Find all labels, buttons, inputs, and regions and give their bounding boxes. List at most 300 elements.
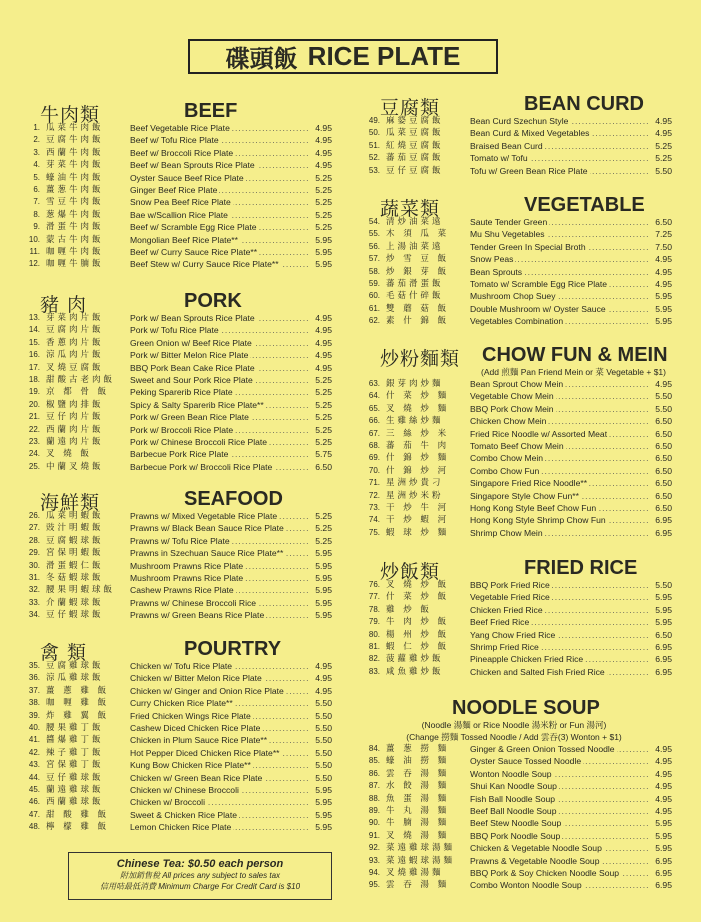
item-name-english <box>470 216 648 228</box>
item-number: 23. <box>28 436 40 446</box>
item-name-chinese: 西蘭牛肉飯 <box>46 147 104 158</box>
menu-item <box>22 258 332 270</box>
menu-item <box>22 759 332 771</box>
item-number: 20. <box>28 399 40 409</box>
item-name-english <box>130 399 308 411</box>
item-number: 1. <box>33 123 40 132</box>
item-name-english <box>470 743 648 755</box>
item-name-text: Braised Bean Curd <box>470 140 543 151</box>
menu-item <box>362 830 672 842</box>
item-name-chinese: 西蘭肉片飯 <box>46 424 104 435</box>
item-name-text: Bean Curd Szechun Style <box>470 116 569 126</box>
item-name-text: Shui Kan Noodle Soup <box>470 781 557 792</box>
item-number: 3. <box>33 147 40 157</box>
item-price: 5.95 <box>315 585 332 596</box>
item-number: 60. <box>368 291 380 301</box>
item-name-english <box>470 241 648 253</box>
section-title-english: NOODLE SOUP <box>452 697 600 719</box>
item-name-english <box>470 315 648 327</box>
item-name-english <box>130 461 308 473</box>
item-name-english <box>470 428 648 440</box>
menu-item <box>22 147 332 159</box>
menu-item <box>362 527 672 539</box>
item-number: 12. <box>28 259 40 269</box>
item-name-text: BBQ Pork Bean Cake Rice Plate <box>130 362 255 373</box>
item-price: 6.95 <box>655 527 672 538</box>
item-name-chinese: 菜遠蝦球湯麵 <box>386 855 456 866</box>
item-name-text: Shrimp Fried Rice <box>470 641 539 652</box>
item-name-text: Prawns w/ Black Bean Sauce Rice Plate <box>130 523 284 534</box>
item-number: 90. <box>368 818 380 828</box>
menu-item <box>362 378 672 390</box>
item-number: 14. <box>28 325 40 335</box>
item-name-english <box>470 290 648 302</box>
item-name-chinese: 咖喱牛肉飯 <box>46 246 104 257</box>
item-name-english <box>470 278 648 290</box>
item-name-chinese: 甜酸古老肉飯 <box>46 374 116 385</box>
menu-item <box>22 436 332 448</box>
item-name-english <box>130 609 308 621</box>
item-name-text: Singapore Style Chow Fun** <box>470 490 579 501</box>
item-name-english <box>130 386 308 398</box>
item-name-english <box>470 127 648 139</box>
menu-item <box>22 809 332 821</box>
item-number: 61. <box>368 303 380 313</box>
item-price: 5.25 <box>315 424 332 435</box>
item-name-text: Oyster Sauce Tossed Noodle <box>470 756 582 767</box>
section-poultry <box>22 638 332 833</box>
item-name-text: Chicken w/ Broccoli <box>130 797 205 808</box>
item-number: 85. <box>368 756 380 766</box>
item-name-chinese: 蝦 球 炒 麵 <box>386 527 450 538</box>
item-number: 89. <box>368 805 380 815</box>
item-name-english <box>130 159 308 171</box>
section-title-english: VEGETABLE <box>524 194 645 216</box>
item-name-text: Combo Chow Mein <box>470 453 544 464</box>
item-number: 66. <box>368 416 380 426</box>
item-name-english <box>470 591 648 603</box>
menu-item <box>22 572 332 584</box>
item-name-chinese: 菠蘿雞炒飯 <box>386 654 444 665</box>
item-name-text: Beef Ball Noodle Soup <box>470 805 557 816</box>
section-header <box>22 638 332 664</box>
item-name-chinese: 介蘭蝦球飯 <box>46 597 104 608</box>
item-number: 44. <box>28 772 40 782</box>
menu-item <box>22 796 332 808</box>
menu-item <box>22 697 332 709</box>
item-name-text: Ginger Beef Rice Plate <box>130 184 218 195</box>
item-price: 4.95 <box>315 325 332 336</box>
item-name-text: Curry Chicken Rice Plate** <box>130 698 233 709</box>
menu-item <box>22 722 332 734</box>
menu-item <box>22 672 332 684</box>
item-name-chinese: 素 什 錦 飯 <box>386 316 450 327</box>
item-name-english <box>130 246 308 258</box>
item-name-text: Double Mushroom w/ Oyster Sauce <box>470 303 606 314</box>
item-name-english <box>470 755 648 767</box>
menu-item <box>22 374 332 386</box>
item-price: 5.95 <box>315 822 332 833</box>
item-name-english <box>470 440 648 452</box>
item-price: 5.95 <box>315 597 332 608</box>
item-name-english <box>470 666 648 678</box>
item-number: 22. <box>28 424 40 434</box>
item-name-chinese: 宮保雞丁飯 <box>46 760 104 771</box>
item-price: 5.95 <box>315 809 332 820</box>
item-name-chinese: 辣子雞丁飯 <box>46 747 104 758</box>
item-number: 68. <box>368 440 380 450</box>
item-name-chinese: 雲 吞 湯 麵 <box>386 880 450 891</box>
item-name-text: Sweet & Chicken Rice Plate <box>130 809 237 820</box>
section-note: (Add 煎麵 Pan Friend Mein or 菜 Vegetable + $1) <box>481 367 666 377</box>
item-number: 39. <box>28 710 40 720</box>
section-title-chinese: 禽 類 <box>40 642 88 664</box>
item-name-chinese: 叉 燒 湯 麵 <box>386 830 450 841</box>
item-name-text: Chicken w/ Ginger and Onion Rice Plate <box>130 685 284 696</box>
item-name-text: Fried Rice Noodle w/ Assorted Meat <box>470 428 608 439</box>
item-name-text: Hot Pepper Diced Chicken Rice Plate** <box>130 747 280 758</box>
item-price: 6.95 <box>655 654 672 665</box>
item-name-chinese: 豆仔豆腐飯 <box>386 165 444 176</box>
item-number: 43. <box>28 760 40 770</box>
item-price: 5.25 <box>315 197 332 208</box>
item-name-english <box>130 337 308 349</box>
menu-item <box>362 743 672 755</box>
item-price: 4.95 <box>315 147 332 158</box>
item-price: 5.25 <box>315 511 332 521</box>
item-name-chinese: 叉 燒 飯 <box>46 449 92 460</box>
menu-item <box>22 386 332 398</box>
item-name-text: Beef w/ Tofu Rice Plate <box>130 135 219 146</box>
item-name-text: Barbecue Pork w/ Broccoli Rice Plate <box>130 461 273 472</box>
section-title-chinese: 炒飯類 <box>380 561 441 583</box>
item-price: 5.50 <box>315 698 332 709</box>
section-header <box>362 194 672 220</box>
item-price: 6.95 <box>655 880 672 891</box>
item-price: 5.95 <box>655 316 672 327</box>
item-price: 4.95 <box>315 337 332 348</box>
item-name-text: Pork w/ Green Bean Rice Plate <box>130 412 249 423</box>
menu-item <box>22 597 332 609</box>
item-name-english <box>470 629 648 641</box>
item-price: 4.95 <box>315 362 332 373</box>
item-name-english <box>130 448 308 460</box>
item-name-english <box>130 234 308 246</box>
item-name-text: Combo Wonton Noodle Soup <box>470 880 582 891</box>
item-name-chinese: 什 錦 炒 河 <box>386 465 450 476</box>
item-number: 25. <box>28 461 40 471</box>
item-number: 26. <box>28 511 40 520</box>
menu-item <box>362 415 672 427</box>
item-price: 6.50 <box>315 461 332 472</box>
section-header <box>362 93 672 119</box>
item-name-chinese: 炒 雪 豆 飯 <box>386 254 450 265</box>
menu-item <box>362 152 672 164</box>
item-price: 4.95 <box>655 805 672 816</box>
item-name-english <box>130 436 308 448</box>
item-name-chinese: 干 炒 牛 河 <box>386 502 450 513</box>
item-number: 47. <box>28 809 40 819</box>
item-name-chinese: 菜遠雞球湯麵 <box>386 843 456 854</box>
item-name-english <box>470 817 648 829</box>
menu-item <box>22 159 332 171</box>
menu-item <box>22 821 332 833</box>
item-name-text: BBQ Pork Fried Rice <box>470 580 550 590</box>
item-name-chinese: 什 菜 炒 飯 <box>386 592 450 603</box>
item-name-english <box>470 579 648 591</box>
tea-notice <box>68 852 332 900</box>
item-name-english <box>130 535 308 547</box>
item-price: 5.50 <box>315 747 332 758</box>
item-name-english <box>130 258 308 270</box>
item-name-chinese: 香蔥肉片飯 <box>46 337 104 348</box>
item-number: 75. <box>368 527 380 537</box>
item-number: 45. <box>28 784 40 794</box>
item-name-english <box>470 477 648 489</box>
menu-item <box>362 315 672 327</box>
item-price: 4.95 <box>655 379 672 389</box>
item-number: 48. <box>28 822 40 832</box>
item-number: 10. <box>28 234 40 244</box>
item-name-text: Chicken w/ Green Bean Rice Plate <box>130 772 263 783</box>
item-name-english <box>470 830 648 842</box>
menu-item <box>22 584 332 596</box>
item-name-text: Chicken & Vegetable Noodle Soup <box>470 843 602 854</box>
menu-item <box>362 768 672 780</box>
item-name-english <box>130 324 308 336</box>
item-name-text: Combo Chow Fun <box>470 465 540 476</box>
item-name-text: Chicken in Plum Sauce Rice Plate** <box>130 735 268 746</box>
item-number: 6. <box>33 184 40 194</box>
item-name-chinese: 腰果明蝦球飯 <box>46 585 116 596</box>
item-name-text: Chicken w/ Bitter Melon Rice Plate <box>130 673 262 684</box>
menu-item <box>362 490 672 502</box>
item-price: 5.95 <box>655 818 672 829</box>
item-number: 58. <box>368 266 380 276</box>
item-name-chinese: 雲 吞 湯 麵 <box>386 768 450 779</box>
item-price: 6.50 <box>655 428 672 439</box>
item-name-chinese: 牛 腩 湯 麵 <box>386 818 450 829</box>
item-price: 4.95 <box>655 116 672 126</box>
menu-item <box>362 653 672 665</box>
item-name-english <box>130 411 308 423</box>
item-number: 63. <box>368 379 380 388</box>
item-number: 49. <box>368 116 380 125</box>
item-number: 17. <box>28 362 40 372</box>
menu-item <box>22 337 332 349</box>
item-name-english <box>470 768 648 780</box>
item-price: 5.50 <box>655 391 672 402</box>
item-price: 4.95 <box>655 768 672 779</box>
menu-item <box>362 465 672 477</box>
item-number: 70. <box>368 465 380 475</box>
menu-item <box>362 127 672 139</box>
item-number: 5. <box>33 172 40 182</box>
menu-item <box>362 241 672 253</box>
menu-item <box>362 290 672 302</box>
item-price: 4.95 <box>315 673 332 684</box>
item-number: 95. <box>368 880 380 890</box>
menu-item <box>362 303 672 315</box>
item-name-chinese: 咸魚雞炒飯 <box>386 666 444 677</box>
item-name-english <box>470 140 648 152</box>
item-name-english <box>130 134 308 146</box>
item-number: 87. <box>368 781 380 791</box>
section-header <box>22 290 332 316</box>
item-price: 5.25 <box>655 153 672 164</box>
item-name-english <box>470 616 648 628</box>
section-pork <box>22 290 332 473</box>
item-name-english <box>130 522 308 534</box>
item-name-text: Hong Kong Style Beef Chow Fun <box>470 502 597 513</box>
item-name-english <box>130 374 308 386</box>
menu-item <box>22 172 332 184</box>
item-name-text: Cashew Diced Chicken Rice Plate <box>130 722 261 733</box>
item-price: 6.50 <box>655 478 672 489</box>
item-name-text: Chicken Chow Mein <box>470 416 547 427</box>
item-name-english <box>470 390 648 402</box>
item-name-chinese: 薑 蔥 雞 飯 <box>46 685 110 696</box>
item-name-english <box>130 759 308 771</box>
item-name-text: Shrimp Chow Mein <box>470 527 543 538</box>
item-name-text: Sweet and Sour Pork Rice Plate <box>130 374 253 385</box>
menu-item <box>362 278 672 290</box>
item-name-english <box>130 784 308 796</box>
item-name-text: Beef Stew Noodle Soup <box>470 818 562 829</box>
item-name-english <box>470 415 648 427</box>
item-name-chinese: 什 錦 炒 麵 <box>386 453 450 464</box>
item-price: 5.50 <box>315 710 332 721</box>
item-name-text: Bean Sprout Chow Mein <box>470 379 564 389</box>
item-price: 6.95 <box>655 515 672 526</box>
item-name-chinese: 宮保明蝦飯 <box>46 548 104 559</box>
item-name-chinese: 叉 燒 炒 麵 <box>386 403 450 414</box>
item-name-text: Pork w/ Bean Sprouts Rice Plate <box>130 313 255 323</box>
item-price: 4.95 <box>655 254 672 265</box>
item-name-english <box>130 209 308 221</box>
item-name-chinese: 椒鹽肉排飯 <box>46 399 104 410</box>
section-title-chinese: 牛肉類 <box>40 104 101 126</box>
section-chowfun <box>362 344 672 539</box>
item-name-english <box>130 547 308 559</box>
item-price: 5.95 <box>315 246 332 257</box>
item-name-text: Snow Peas <box>470 254 514 265</box>
item-price: 5.95 <box>655 830 672 841</box>
menu-item <box>362 666 672 678</box>
item-price: 5.95 <box>315 560 332 571</box>
item-name-chinese: 豉汁明蝦飯 <box>46 523 104 534</box>
item-name-chinese: 蕃茄豆腐飯 <box>386 153 444 164</box>
item-name-english <box>470 867 648 879</box>
item-name-text: Chicken w/ Tofu Rice Plate <box>130 661 233 671</box>
item-number: 80. <box>368 629 380 639</box>
item-price: 5.25 <box>315 222 332 233</box>
menu-item <box>362 793 672 805</box>
item-price: 5.95 <box>655 303 672 314</box>
item-price: 5.95 <box>315 572 332 583</box>
menu-item <box>362 629 672 641</box>
item-number: 69. <box>368 453 380 463</box>
item-name-text: Vegetables Combination <box>470 316 564 327</box>
menu-item <box>22 747 332 759</box>
section-title-chinese: 豆腐類 <box>380 97 441 119</box>
section-title-chinese: 炒粉麵類 <box>380 348 461 370</box>
item-name-english <box>130 660 308 672</box>
item-name-text: Mongolian Beef Rice Plate** <box>130 234 238 245</box>
item-number: 7. <box>33 197 40 207</box>
item-number: 9. <box>33 222 40 232</box>
item-name-text: Tofu w/ Green Bean Rice Plate <box>470 165 588 176</box>
menu-item <box>362 165 672 177</box>
item-name-chinese: 雪豆牛肉飯 <box>46 197 104 208</box>
item-name-chinese: 干 炒 蝦 河 <box>386 515 450 526</box>
item-name-text: Mu Shu Vegetables <box>470 229 545 240</box>
item-name-chinese: 豆腐肉片飯 <box>46 325 104 336</box>
item-number: 29. <box>28 548 40 558</box>
item-name-chinese: 牛 丸 湯 麵 <box>386 805 450 816</box>
item-number: 57. <box>368 254 380 264</box>
item-price: 5.25 <box>315 399 332 410</box>
item-number: 31. <box>28 572 40 582</box>
item-name-chinese: 叉燒雞湯麵 <box>386 867 444 878</box>
item-price: 5.95 <box>655 617 672 628</box>
item-name-text: Prawns & Vegetable Noodle Soup <box>470 855 600 866</box>
tax-note: 附加銷售稅 All prices any subject to sales tax <box>119 871 281 880</box>
section-vegetable <box>362 194 672 328</box>
section-header <box>362 557 672 583</box>
item-name-chinese: 炸 雞 翼 飯 <box>46 710 110 721</box>
item-price: 5.95 <box>655 592 672 603</box>
item-name-text: Chicken Fried Rice <box>470 604 543 615</box>
item-price: 6.50 <box>655 416 672 427</box>
item-name-chinese: 星洲炒貴刁 <box>386 478 444 489</box>
item-price: 4.95 <box>315 661 332 671</box>
item-number: 21. <box>28 412 40 422</box>
menu-item <box>362 477 672 489</box>
menu-item <box>362 867 672 879</box>
item-number: 18. <box>28 374 40 384</box>
menu-item <box>362 452 672 464</box>
item-name-text: Wonton Noodle Soup <box>470 768 552 779</box>
item-price: 5.25 <box>315 412 332 423</box>
item-name-english <box>470 514 648 526</box>
menu-item <box>362 253 672 265</box>
item-number: 40. <box>28 722 40 732</box>
menu-item <box>362 403 672 415</box>
item-name-text: Peking Sparerib Rice Plate <box>130 387 233 398</box>
item-number: 86. <box>368 768 380 778</box>
item-number: 84. <box>368 744 380 753</box>
menu-item <box>22 362 332 374</box>
item-name-chinese: 麻婆豆腐飯 <box>386 116 444 126</box>
menu-item <box>22 349 332 361</box>
item-number: 76. <box>368 580 380 589</box>
menu-item <box>362 514 672 526</box>
item-price: 5.95 <box>315 610 332 621</box>
item-name-chinese: 炒 銀 芽 飯 <box>386 266 450 277</box>
menu-item <box>362 502 672 514</box>
tea-price: Chinese Tea: $0.50 each person <box>116 858 284 870</box>
item-number: 55. <box>368 229 380 239</box>
item-price: 6.95 <box>655 666 672 677</box>
item-number: 64. <box>368 391 380 401</box>
section-title-english: PORK <box>184 290 242 312</box>
section-header <box>22 488 332 514</box>
item-name-text: Spicy & Salty Sparerib Rice Plate** <box>130 399 264 410</box>
item-price: 5.25 <box>315 387 332 398</box>
item-price: 6.50 <box>655 217 672 227</box>
menu-item <box>362 440 672 452</box>
